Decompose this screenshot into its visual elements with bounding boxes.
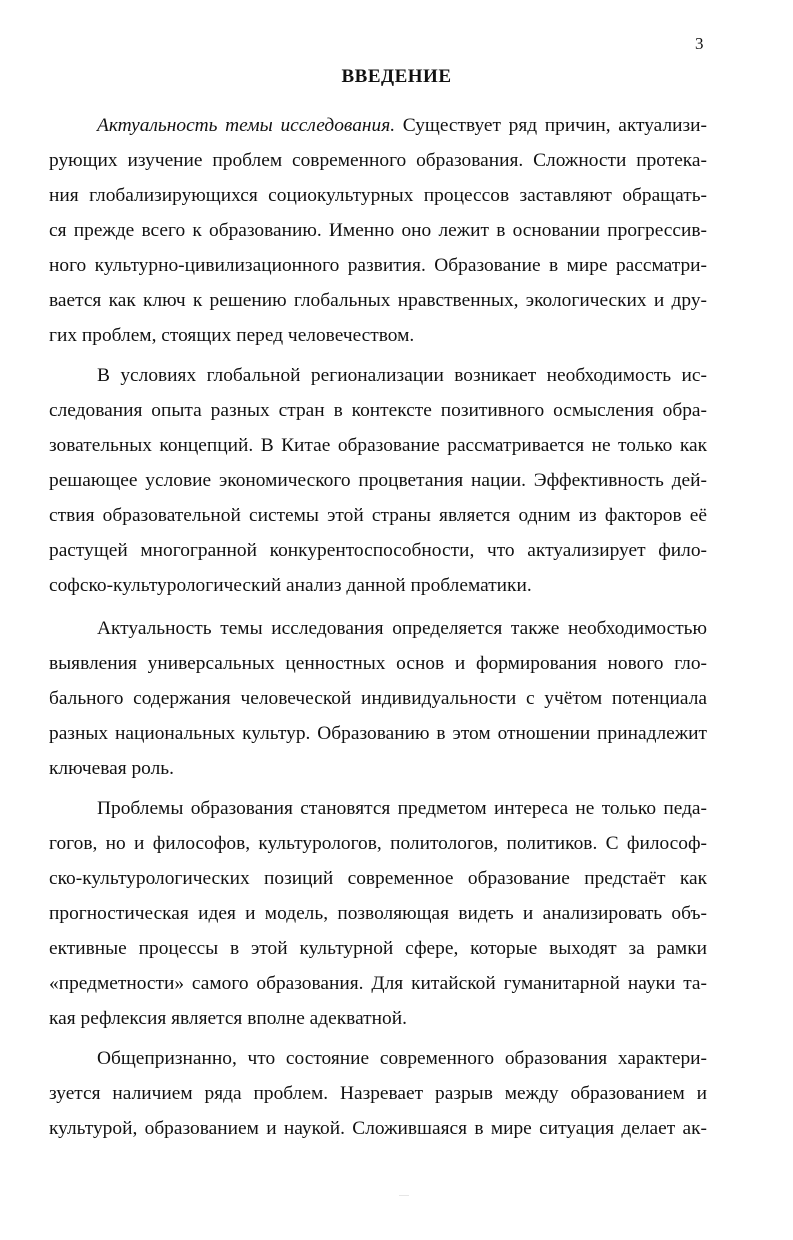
page-number: 3 (695, 34, 704, 53)
paragraph-2-line-3: зовательных концепций. В Китае образование рассматривается не только как (49, 435, 707, 456)
paragraph-3-line-5: ключевая роль. (49, 758, 174, 779)
line-text: Существует ряд причин, актуализи- (395, 115, 708, 136)
paragraph-1-line-5: ного культурно-цивилизационного развития. Образование в мире рассматри- (49, 255, 707, 276)
paragraph-4-line-4: прогностическая идея и модель, позволяющая видеть и анализировать объ- (49, 903, 707, 924)
paragraph-1-line-3: ния глобализирующихся социокультурных процессов заставляют обращать- (49, 185, 707, 206)
paragraph-3-line-4: разных национальных культур. Образованию в этом отношении принадлежит (49, 723, 707, 744)
paragraph-4-line-7: кая рефлексия является вполне адекватной. (49, 1008, 407, 1029)
paragraph-4-line-5: ективные процессы в этой культурной сфере, которые выходят за рамки (49, 938, 707, 959)
paragraph-2-line-7: софско-культурологический анализ данной проблематики. (49, 575, 532, 596)
paragraph-4-line-3: ско-культурологических позиций современное образование предстаёт как (49, 868, 707, 889)
paragraph-5-line-1: Общепризнанно, что состояние современного образования характери- (97, 1048, 707, 1069)
paragraph-3-line-2: выявления универсальных ценностных основ и формирования нового гло- (49, 653, 707, 674)
page-title: ВВЕДЕНИЕ (341, 66, 452, 87)
paragraph-2-line-4: решающее условие экономического процветания нации. Эффективность дей- (49, 470, 707, 491)
paragraph-3-line-3: бального содержания человеческой индивидуальности с учётом потенциала (49, 688, 707, 709)
paragraph-2-line-5: ствия образовательной системы этой страны является одним из факторов её (49, 505, 707, 526)
paragraph-5-line-2: зуется наличием ряда проблем. Назревает разрыв между образованием и (49, 1083, 707, 1104)
paragraph-1-line-6: вается как ключ к решению глобальных нравственных, экологических и дру- (49, 290, 707, 311)
paragraph-1-line-4: ся прежде всего к образованию. Именно оно лежит в основании прогрессив- (49, 220, 707, 241)
paragraph-2-line-1: В условиях глобальной регионализации возникает необходимость ис- (97, 365, 707, 386)
paragraph-2-line-2: следования опыта разных стран в контексте позитивного осмысления обра- (49, 400, 707, 421)
paragraph-4-line-2: гогов, но и философов, культурологов, политологов, политиков. С философ- (49, 833, 707, 854)
scan-mark (399, 1195, 409, 1196)
paragraph-3-line-1: Актуальность темы исследования определяется также необходимостью (97, 618, 707, 639)
paragraph-2-line-6: растущей многогранной конкурентоспособности, что актуализирует фило- (49, 540, 707, 561)
italic-lead: Актуальность темы исследования. (97, 115, 396, 136)
paragraph-1-line-1 (97, 114, 707, 138)
paragraph-5-line-3: культурой, образованием и наукой. Сложившаяся в мире ситуация делает ак- (49, 1118, 707, 1139)
paragraph-1-line-2: рующих изучение проблем современного образования. Сложности протека- (49, 150, 707, 171)
paragraph-1-line-7: гих проблем, стоящих перед человечеством. (49, 325, 415, 346)
paragraph-4-line-1: Проблемы образования становятся предметом интереса не только педа- (97, 798, 707, 819)
paragraph-4-line-6: «предметности» самого образования. Для китайской гуманитарной науки та- (49, 973, 707, 994)
